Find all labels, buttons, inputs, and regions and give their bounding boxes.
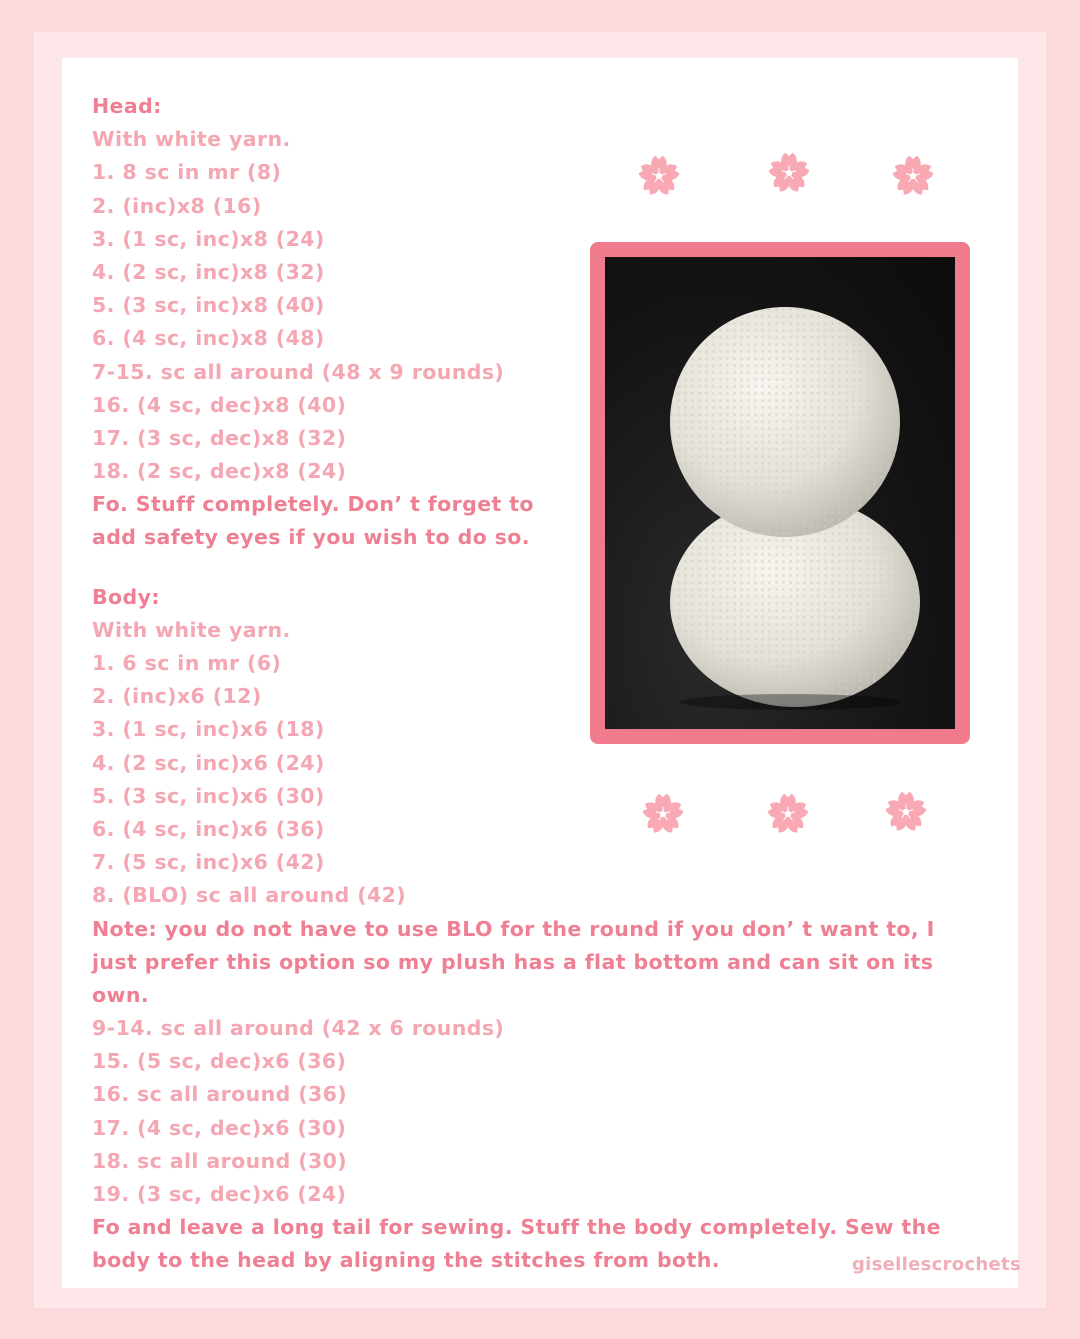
- pattern-line: own.: [92, 982, 150, 1007]
- pattern-line: 3. (1 sc, inc)x6 (18): [92, 717, 325, 742]
- pattern-line: 5. (3 sc, inc)x6 (30): [92, 783, 325, 808]
- plush-photo: [605, 257, 955, 729]
- pattern-line: 1. 8 sc in mr (8): [92, 160, 282, 185]
- pattern-line: 4. (2 sc, inc)x8 (32): [92, 259, 325, 284]
- watermark: gisellescrochets: [852, 1254, 1021, 1275]
- pattern-line: Head:: [92, 94, 162, 118]
- pattern-line: 1. 6 sc in mr (6): [92, 651, 282, 675]
- pattern-line: 15. (5 sc, dec)x6 (36): [92, 1049, 347, 1074]
- pattern-line: just prefer this option so my plush has a flat bottom and can sit on its: [92, 949, 934, 974]
- pattern-line: 6. (4 sc, inc)x8 (48): [92, 326, 325, 351]
- pattern-line: 4. (2 sc, inc)x6 (24): [92, 750, 325, 775]
- crochet-plush-image: [605, 257, 955, 729]
- pattern-line: With white yarn.: [92, 617, 291, 642]
- pattern-line: add safety eyes if you wish to do so.: [92, 525, 530, 550]
- sakura-flower-icon: [767, 151, 811, 195]
- pattern-line: 5. (3 sc, inc)x8 (40): [92, 293, 325, 318]
- pattern-line: 18. sc all around (30): [92, 1148, 348, 1173]
- pattern-line: 3. (1 sc, inc)x8 (24): [92, 226, 325, 251]
- pattern-line: 18. (2 sc, dec)x8 (24): [92, 459, 347, 484]
- pattern-line: 2. (inc)x6 (12): [92, 684, 262, 709]
- pattern-line: 17. (3 sc, dec)x8 (32): [92, 425, 347, 450]
- pattern-line: body to the head by aligning the stitches from both.: [92, 1248, 720, 1273]
- pattern-line: Body:: [92, 584, 160, 609]
- pattern-line: 2. (inc)x8 (16): [92, 193, 262, 218]
- pattern-line: With white yarn.: [92, 127, 291, 152]
- sakura-flower-icon: [637, 154, 681, 198]
- pattern-line: Fo and leave a long tail for sewing. Stuff the body completely. Sew the: [92, 1215, 941, 1240]
- pattern-line: Fo. Stuff completely. Don’ t forget to: [92, 492, 534, 517]
- sakura-flower-icon: [891, 154, 935, 198]
- pattern-line: 8. (BLO) sc all around (42): [92, 883, 407, 908]
- sakura-flower-icon: [766, 792, 810, 836]
- pattern-line: 16. sc all around (36): [92, 1082, 348, 1107]
- pattern-line: 7-15. sc all around (48 x 9 rounds): [92, 359, 505, 384]
- pattern-line: 17. (4 sc, dec)x6 (30): [92, 1115, 347, 1140]
- photo-frame: [590, 242, 970, 744]
- pattern-line: 9-14. sc all around (42 x 6 rounds): [92, 1016, 505, 1041]
- pattern-line: 6. (4 sc, inc)x6 (36): [92, 816, 325, 841]
- pattern-line: 16. (4 sc, dec)x8 (40): [92, 392, 347, 417]
- pattern-line: 19. (3 sc, dec)x6 (24): [92, 1182, 347, 1206]
- pattern-line: Note: you do not have to use BLO for the round if you don’ t want to, I: [92, 916, 935, 941]
- sakura-flower-icon: [641, 792, 685, 836]
- sakura-flower-icon: [884, 790, 928, 834]
- pattern-line: 7. (5 sc, inc)x6 (42): [92, 850, 325, 875]
